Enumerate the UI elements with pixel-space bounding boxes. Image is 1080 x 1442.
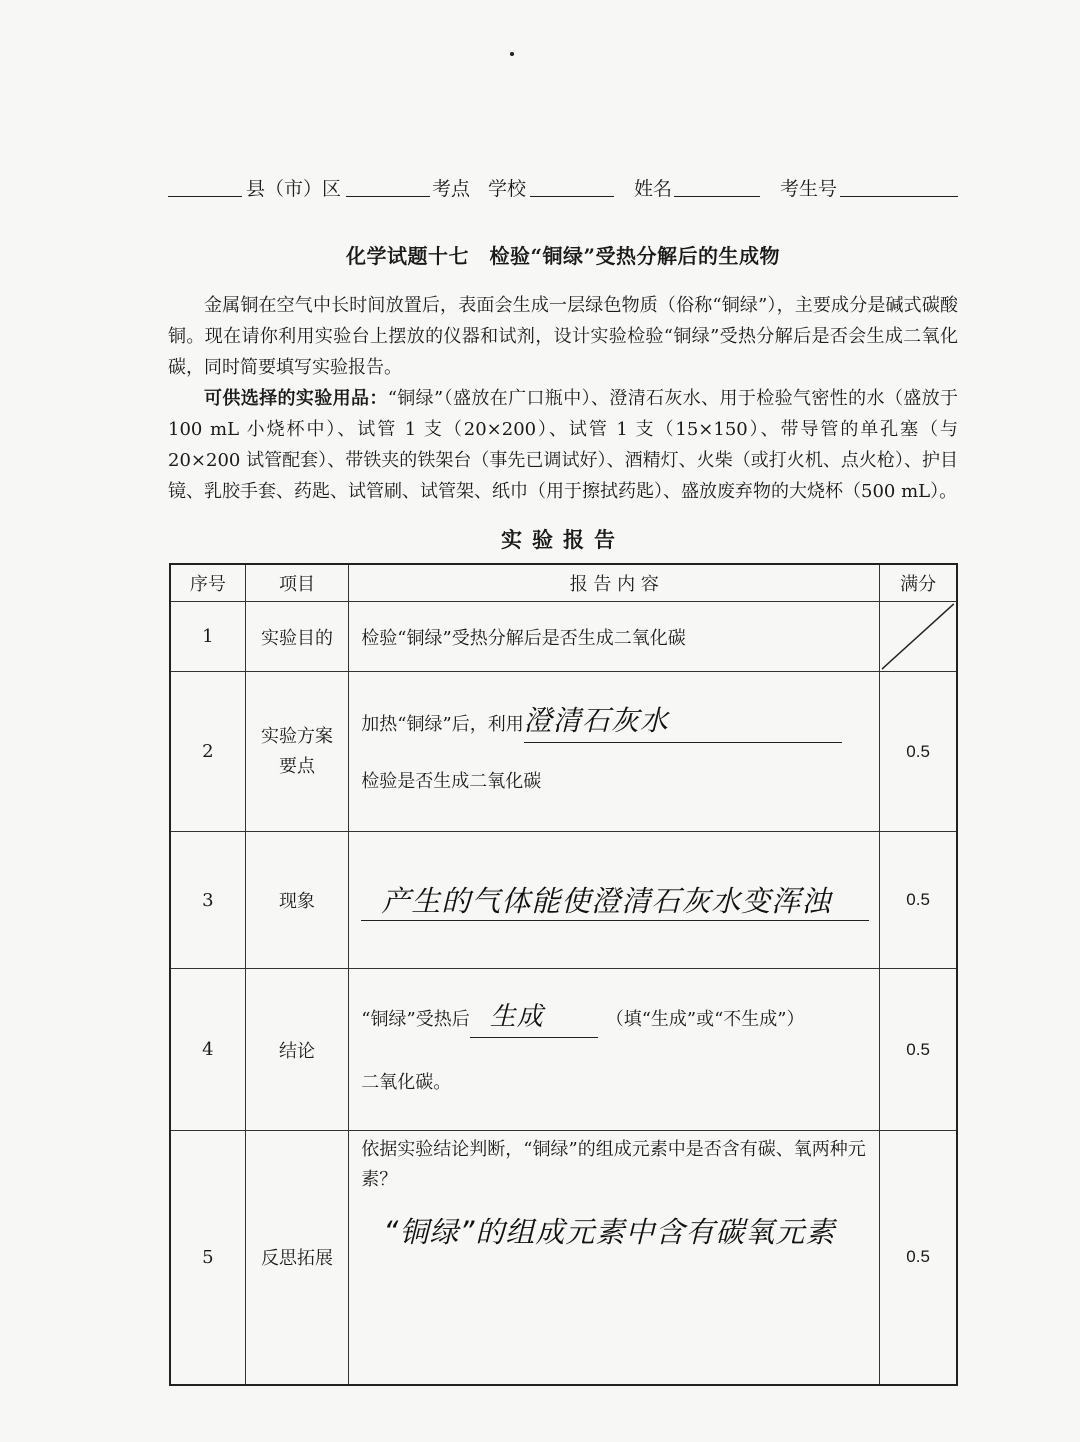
materials-paragraph [168,383,958,507]
report-table [169,563,958,1386]
table-row [170,1131,957,1385]
row2-answer-field[interactable] [524,704,842,743]
row4-item: 结论 [245,969,349,1131]
report-title: 实验报告 [501,527,625,552]
row2-score: 0.5 [880,672,957,832]
exam-info-header [168,170,958,202]
scan-dot [510,52,514,56]
row1-content: 检验“铜绿”受热分解后是否生成二氧化碳 [361,627,686,649]
exam-site-blank[interactable] [346,196,430,197]
row3-score: 0.5 [880,832,957,969]
school-blank[interactable] [530,196,614,197]
table-row [170,672,957,832]
row1-index: 1 [170,602,245,672]
intro-text: 金属铜在空气中长时间放置后，表面会生成一层绿色物质（俗称“铜绿”），主要成分是碱式碳酸铜。现在请你利用实验台上摆放的仪器和试剂，设计实验检验“铜绿”受热分解后是否会生成二氧化碳，同时简要填写实验报告。 [168,295,958,378]
row4-score: 0.5 [880,969,957,1131]
header-score: 满分 [880,564,957,602]
header-content: 报 告 内 容 [349,564,880,602]
row2-item [245,672,349,832]
row4-suffix: 二氧化碳。 [361,1071,452,1093]
row5-score: 0.5 [880,1131,957,1385]
row4-index: 4 [170,969,245,1131]
row2-index: 2 [170,672,245,832]
row4-hint: （填“生成”或“不生成”） [605,1008,805,1030]
exam-site-label: 考点 [432,178,471,200]
county-label: 县（市）区 [246,178,342,200]
row3-answer-field[interactable] [361,879,869,921]
table-row [170,602,957,672]
row5-index: 5 [170,1131,245,1385]
header-index: 序号 [170,564,245,602]
row1-item: 实验目的 [245,602,349,672]
student-no-label: 考生号 [780,178,838,200]
school-label: 学校 [488,178,527,200]
question-title: 化学试题十七 检验“铜绿”受热分解后的生成物 [345,244,780,268]
row1-score-slash [880,602,957,672]
row2-item-line1: 实验方案 [261,725,333,747]
materials-label: 可供选择的实验用品： [204,388,388,409]
row5-answer-area[interactable] [361,1217,869,1252]
county-blank[interactable] [168,196,242,197]
student-no-blank[interactable] [840,196,958,197]
intro-paragraph [168,290,958,383]
header-item: 项目 [245,564,349,602]
row4-prefix: “铜绿”受热后 [361,1008,470,1030]
row2-item-line2: 要点 [279,755,315,777]
row4-handwritten-answer: 生成 [489,1001,544,1032]
row2-prefix: 加热“铜绿”后，利用 [361,714,524,735]
row4-answer-field[interactable] [470,1000,598,1038]
row2-suffix: 检验是否生成二氧化碳 [361,771,542,792]
row5-handwritten-answer: “铜绿”的组成元素中含有碳氧元素 [383,1215,836,1249]
table-row [170,969,957,1131]
table-header-row [170,564,957,602]
row3-handwritten-answer: 产生的气体能使澄清石灰水变浑浊 [381,884,832,918]
name-blank[interactable] [674,196,760,197]
row3-item: 现象 [245,832,349,969]
row5-question: 依据实验结论判断，“铜绿”的组成元素中是否含有碳、氧两种元素？ [361,1139,866,1190]
row5-item: 反思拓展 [245,1131,349,1385]
materials-text: “铜绿”（盛放在广口瓶中）、澄清石灰水、用于检验气密性的水（盛放于 100 mL 小烧杯中）、试管 1 支（20×200）、试管 1 支（15×150）、带导管的单孔塞（与 20×200 试管配套）、带铁夹的铁架台（事先已调试好）、酒精灯、火柴（或打火机、点火枪）、护目镜、乳胶手套、药匙、试管刷、试管架、纸巾（用于擦拭药匙）、盛放废弃物的大烧杯（500 mL）。 [168,388,959,502]
row2-handwritten-answer: 澄清石灰水 [523,704,669,737]
row3-index: 3 [170,832,245,969]
table-row [170,832,957,969]
name-label: 姓名 [634,178,673,200]
